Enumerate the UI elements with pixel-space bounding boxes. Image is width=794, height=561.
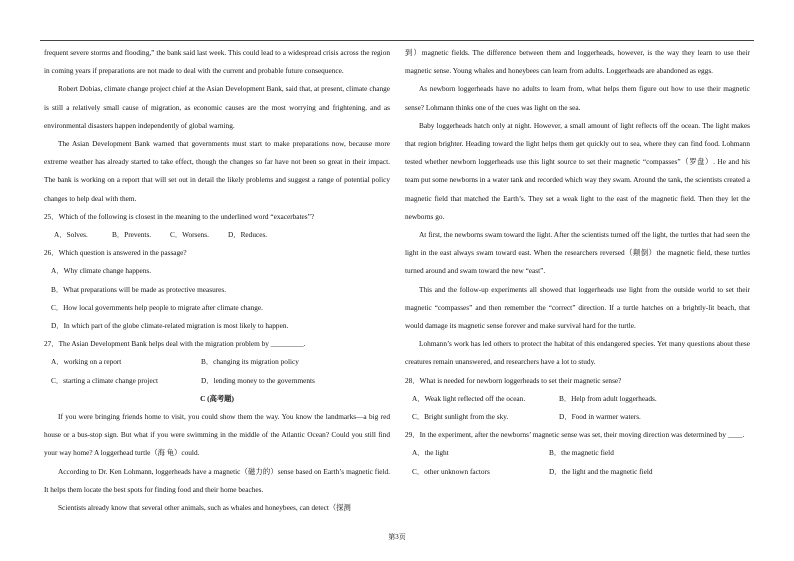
option-b: B．Prevents. [112,230,152,240]
page-number: 第3页 [388,533,406,541]
right-column [405,44,750,481]
option-a: A．Why climate change happens. [51,266,152,276]
option-c: C．other unknown factors [412,466,490,476]
paragraph: frequent severe storms and flooding,” the bank said last week. This could lead to a widespread crisis across the region in coming years if preparations are not made to deal with the current and probable future consequence. [44,48,390,76]
question-25-options [44,226,390,244]
paragraph: Baby loggerheads hatch only at night. However, a small amount of light reflects off the ocean. The light makes that region brighter. Heading toward the light helps them get quickly out to sea, where they can find food. Lohmann tested whether newborn loggerheads use this light source to set their magnetic “compasses”（罗盘）. He and his team put some newborns in a water tank and recorded which way they swam. Around the tank, the scientists created a magnetic field that matched the Earth’s. They set a weak light to the east of the magnetic field. Then they let the newborns go. [405,120,750,221]
paragraph: Scientists already know that several other animals, such as whales and honeybees, can detect（探测 [58,503,351,513]
paragraph: As newborn loggerheads have no adults to learn from, what helps them figure out how to use their magnetic sense? Lohmann thinks one of the cues was light on the sea. [405,84,750,112]
question-27-options-row2 [44,372,390,390]
option-d: D．lending money to the governments [201,375,315,385]
option-b: B．the magnetic field [549,448,614,458]
question-29-options-row1 [405,444,750,462]
option-a: A．the light [412,448,449,458]
option-c: C．starting a climate change project [51,375,158,385]
top-rule [40,40,754,41]
option-c: C．How local governments help people to migrate after climate change. [51,302,263,312]
paragraph: At first, the newborns swam toward the light. After the scientists turned off the light, the turtles that had seen the light in the east always swam toward east. When the researchers reversed（颠倒）the magnetic field, these turtles turned around and swam toward the new “east”. [405,230,750,276]
question-27: 27．The Asian Development Bank helps deal with the migration problem by _________. [44,339,306,349]
option-d: D．In which part of the globe climate-related migration is most likely to happen. [51,321,289,331]
option-a: A．Solves. [54,230,88,240]
paragraph: Lohmann’s work has led others to protect the habitat of this endangered species. Yet many questions about these creatures remain unanswered, and researchers have a lot to study. [405,339,750,367]
option-a: A．Weak light reflected off the ocean. [412,393,526,403]
option-d: D．the light and the magnetic field [549,466,653,476]
question-26: 26．Which question is answered in the passage? [44,248,187,258]
question-29-options-row2 [405,463,750,481]
paragraph: According to Dr. Ken Lohmann, loggerheads have a magnetic（磁力的）sense based on Earth’s magnetic field. It helps them locate the best spots for finding food and their home beaches. [44,466,390,494]
question-28-options-row1 [405,390,750,408]
paragraph: 到）magnetic fields. The difference between them and loggerheads, however, is the way they learn to use their magnetic sense. Young whales and honeybees can learn from adults. Loggerheads are abandoned as eggs. [405,48,750,76]
option-a: A．working on a report [51,357,122,367]
paragraph: Robert Dobias, climate change project chief at the Asian Development Bank, said that, at present, climate change is still a relatively small cause of migration, as economic causes are the most worrying and frightening, and as environmental disasters happen independently of global warning. [44,84,390,130]
question-28-options-row2 [405,408,750,426]
option-d: D．Reduces. [228,230,268,240]
left-column [44,44,390,517]
option-c: C．Worsens. [170,230,209,240]
question-29: 29．In the experiment, after the newborns’ magnetic sense was set, their moving direction was determined by ____. [405,430,745,440]
paragraph: If you were bringing friends home to visit, you could show them the way. You know the landmarks—a big red house or a bus-stop sign. But what if you were swimming in the middle of the Atlantic Ocean? Could you still find your way home? A loggerhead turtle（海 龟）could. [44,412,390,458]
option-d: D．Food in warmer waters. [559,412,641,422]
option-c: C．Bright sunlight from the sky. [412,412,509,422]
option-b: B．Help from adult loggerheads. [559,393,657,403]
option-b: B．changing its migration policy [201,357,299,367]
question-25: 25．Which of the following is closest in the meaning to the underlined word “exacerbates”? [44,211,315,221]
question-27-options-row1 [44,353,390,371]
option-b: B．What preparations will be made as protective measures. [51,284,227,294]
paragraph: This and the follow-up experiments all showed that loggerheads use light from the outside world to set their magnetic “compasses” and then remember the “correct” direction. If a turtle hatches on a brightly-lit beach, that would damage its magnetic sense forever and make survival hard for the turtle. [405,284,750,331]
question-28: 28．What is needed for newborn loggerheads to set their magnetic sense? [405,375,622,385]
paragraph: The Asian Development Bank warned that governments must start to make preparations now, because more extreme weather has already started to take effect, though the changes so far have not been so great in their impact. The bank is working on a report that will set out in detail the likely problems and suggest a range of potential policy changes to help deal with them. [44,139,390,203]
section-heading: C (高考题) [200,393,234,403]
